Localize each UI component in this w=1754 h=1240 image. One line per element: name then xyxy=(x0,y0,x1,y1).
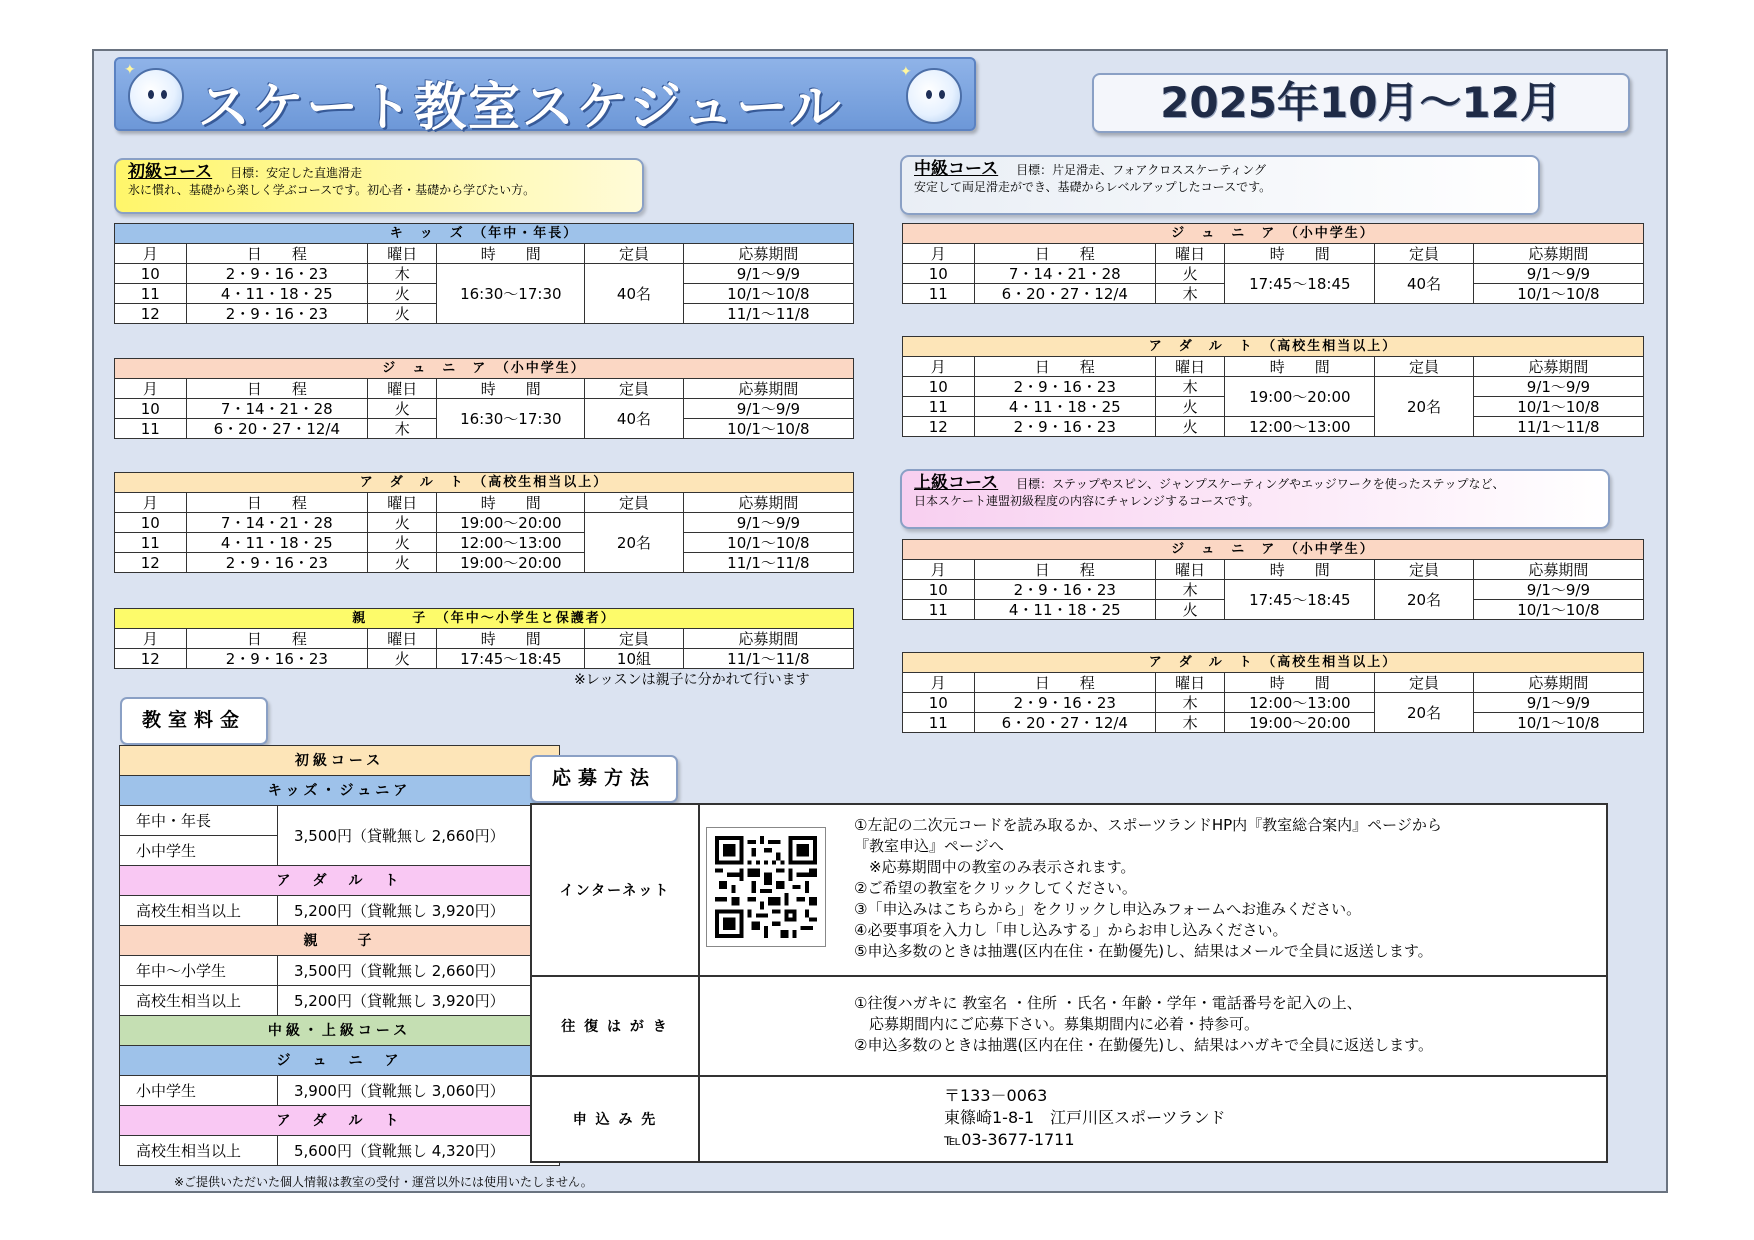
table-row xyxy=(903,713,1644,733)
postcard-instructions xyxy=(700,977,1606,1056)
day-cell: 火 xyxy=(368,553,437,573)
month-cell: 11 xyxy=(903,284,975,304)
day-cell: 木 xyxy=(1155,693,1224,713)
col-header: 曜日 xyxy=(368,629,437,649)
col-header: 時 間 xyxy=(437,493,585,513)
col-header: 定員 xyxy=(1375,673,1473,693)
dates-cell: 2・9・16・23 xyxy=(974,417,1155,437)
col-header: 日 程 xyxy=(974,673,1155,693)
privacy-note: ※ご提供いただいた個人情報は教室の受付・運営以外には使用いたしません。 xyxy=(174,1175,593,1189)
period-cell: 10/1～10/8 xyxy=(683,533,853,553)
fee-label: 年中～小学生 xyxy=(120,956,278,986)
month-cell: 10 xyxy=(903,264,975,284)
table-row xyxy=(903,417,1644,437)
beginner-kids-table xyxy=(114,223,854,324)
advanced-course-name: 上級コース xyxy=(914,473,999,493)
table-row xyxy=(120,1076,560,1106)
period-cell: 10/1～10/8 xyxy=(1473,600,1643,620)
col-header: 応募期間 xyxy=(1473,244,1643,264)
col-header: 月 xyxy=(903,357,975,377)
col-header: 曜日 xyxy=(1155,244,1224,264)
capacity-cell: 10組 xyxy=(585,649,684,669)
col-header: 応募期間 xyxy=(683,493,853,513)
col-header: 月 xyxy=(903,673,975,693)
table-row xyxy=(115,649,854,669)
intermediate-junior-table xyxy=(902,223,1644,304)
col-header: 日 程 xyxy=(186,629,367,649)
col-header: 時 間 xyxy=(1225,244,1375,264)
col-header: 定員 xyxy=(585,493,684,513)
table-title: キ ッ ズ （年中・年長） xyxy=(115,224,854,244)
col-header: 時 間 xyxy=(437,629,585,649)
day-cell: 木 xyxy=(1155,284,1224,304)
fee-price: 5,200円（貸靴無し 3,920円） xyxy=(278,986,560,1016)
capacity-cell: 20名 xyxy=(1375,580,1473,620)
instruction-line: ①往復ハガキに 教室名 ・住所 ・氏名・年齢・学年・電話番号を記入の上、 xyxy=(854,994,1362,1012)
dates-cell: 2・9・16・23 xyxy=(186,304,367,324)
time-cell: 17:45～18:45 xyxy=(437,649,585,669)
col-header: 定員 xyxy=(1375,244,1473,264)
fee-ma-junior-title: ジ ュ ニ ア xyxy=(120,1046,560,1076)
time-cell: 19:00～20:00 xyxy=(1225,377,1375,417)
day-cell: 木 xyxy=(1155,377,1224,397)
table-title: ア ダ ル ト （高校生相当以上） xyxy=(903,653,1644,673)
col-header: 時 間 xyxy=(437,244,585,264)
beginner-goal: 目標：安定した直進滑走 xyxy=(230,166,363,180)
day-cell: 木 xyxy=(1155,713,1224,733)
instruction-line: ※応募期間中の教室のみ表示されます。 xyxy=(854,858,1136,876)
day-cell: 火 xyxy=(368,284,437,304)
month-cell: 10 xyxy=(903,693,975,713)
period-cell: 11/1～11/8 xyxy=(683,304,853,324)
col-header: 月 xyxy=(115,629,187,649)
time-cell: 12:00～13:00 xyxy=(1225,417,1375,437)
table-row xyxy=(115,533,854,553)
table-row xyxy=(120,986,560,1016)
instruction-line: 『教室申込』ページへ xyxy=(854,837,1004,855)
month-cell: 10 xyxy=(115,399,187,419)
postcard-label: 往 復 は が き xyxy=(531,976,699,1076)
dates-cell: 4・11・18・25 xyxy=(974,397,1155,417)
parent-lesson-note: ※レッスンは親子に分かれて行います xyxy=(574,672,810,688)
col-header: 応募期間 xyxy=(683,379,853,399)
table-row xyxy=(531,1076,1607,1162)
month-cell: 12 xyxy=(115,649,187,669)
dates-cell: 2・9・16・23 xyxy=(974,693,1155,713)
col-header: 定員 xyxy=(585,379,684,399)
col-header: 日 程 xyxy=(974,244,1155,264)
col-header: 応募期間 xyxy=(1473,357,1643,377)
col-header: 日 程 xyxy=(186,379,367,399)
period-cell: 9/1～9/9 xyxy=(1473,264,1643,284)
dates-cell: 2・9・16・23 xyxy=(186,264,367,284)
period-cell: 11/1～11/8 xyxy=(683,553,853,573)
mascot-left-icon: ✦ xyxy=(128,68,184,124)
dates-cell: 7・14・21・28 xyxy=(186,399,367,419)
day-cell: 火 xyxy=(1155,417,1224,437)
col-header: 曜日 xyxy=(1155,357,1224,377)
col-header: 曜日 xyxy=(368,379,437,399)
col-header: 日 程 xyxy=(974,357,1155,377)
flyer-page xyxy=(92,49,1668,1193)
table-row xyxy=(903,580,1644,600)
period-cell: 9/1～9/9 xyxy=(1473,580,1643,600)
fee-price: 3,900円（貸靴無し 3,060円） xyxy=(278,1076,560,1106)
col-header: 月 xyxy=(903,560,975,580)
advanced-adult-table xyxy=(902,652,1644,733)
fee-table xyxy=(119,745,560,1166)
col-header: 月 xyxy=(115,244,187,264)
internet-cell xyxy=(699,804,1607,976)
table-row xyxy=(115,264,854,284)
table-row xyxy=(531,976,1607,1076)
col-header: 時 間 xyxy=(1225,357,1375,377)
advanced-course-callout xyxy=(900,469,1610,529)
table-title: 親 子 （年中～小学生と保護者） xyxy=(115,609,854,629)
instruction-line: ②申込多数のときは抽選(区内在住・在勤優先)し、結果はハガキで全員に返送します。 xyxy=(854,1036,1433,1054)
address-line: 〒133－0063 xyxy=(944,1086,1048,1105)
day-cell: 火 xyxy=(368,649,437,669)
col-header: 曜日 xyxy=(368,493,437,513)
address-cell xyxy=(699,1076,1607,1162)
month-cell: 11 xyxy=(903,713,975,733)
beginner-adult-table xyxy=(114,472,854,573)
address-line: 東篠崎1-8-1 江戸川区スポーツランド xyxy=(944,1108,1226,1127)
address-block xyxy=(700,1077,1606,1151)
month-cell: 12 xyxy=(115,553,187,573)
capacity-cell: 20名 xyxy=(1375,693,1473,733)
col-header: 応募期間 xyxy=(1473,560,1643,580)
internet-instructions xyxy=(700,805,1606,962)
schedule-period: 2025年10月～12月 xyxy=(1092,73,1630,133)
day-cell: 火 xyxy=(1155,397,1224,417)
fee-mid-adv-title: 中級・上級コース xyxy=(120,1016,560,1046)
fee-label: 年中・年長 xyxy=(120,806,278,836)
time-cell: 19:00～20:00 xyxy=(437,513,585,533)
col-header: 日 程 xyxy=(186,244,367,264)
mascot-right-icon: ✦ xyxy=(906,68,962,124)
table-title: ア ダ ル ト （高校生相当以上） xyxy=(115,473,854,493)
month-cell: 11 xyxy=(903,600,975,620)
period-cell: 10/1～10/8 xyxy=(1473,284,1643,304)
dates-cell: 7・14・21・28 xyxy=(186,513,367,533)
day-cell: 木 xyxy=(368,264,437,284)
table-title: ア ダ ル ト （高校生相当以上） xyxy=(903,337,1644,357)
period-cell: 11/1～11/8 xyxy=(1473,417,1643,437)
month-cell: 12 xyxy=(903,417,975,437)
capacity-cell: 20名 xyxy=(585,513,684,573)
fee-adult-title: ア ダ ル ト xyxy=(120,866,560,896)
dates-cell: 2・9・16・23 xyxy=(186,649,367,669)
table-title: ジ ュ ニ ア （小中学生） xyxy=(115,359,854,379)
fee-price: 5,600円（貸靴無し 4,320円） xyxy=(278,1136,560,1166)
intermediate-goal: 目標：片足滑走、フォアクロススケーティング xyxy=(1016,163,1266,177)
dates-cell: 2・9・16・23 xyxy=(974,580,1155,600)
dates-cell: 2・9・16・23 xyxy=(974,377,1155,397)
fee-price: 3,500円（貸靴無し 2,660円） xyxy=(278,956,560,986)
table-row xyxy=(903,693,1644,713)
fee-price: 5,200円（貸靴無し 3,920円） xyxy=(278,896,560,926)
dates-cell: 2・9・16・23 xyxy=(186,553,367,573)
apply-table xyxy=(530,803,1608,1163)
instruction-line: ①左記の二次元コードを読み取るか、スポーツランドHP内『教室総合案内』ページから xyxy=(854,816,1442,834)
table-row xyxy=(903,264,1644,284)
fee-beginner-title: 初級コース xyxy=(120,746,560,776)
col-header: 曜日 xyxy=(368,244,437,264)
title-banner xyxy=(114,57,976,138)
dates-cell: 4・11・18・25 xyxy=(186,284,367,304)
table-row xyxy=(115,399,854,419)
table-title: ジ ュ ニ ア （小中学生） xyxy=(903,224,1644,244)
col-header: 定員 xyxy=(585,629,684,649)
advanced-desc: 日本スケート連盟初級程度の内容にチャレンジするコースです。 xyxy=(914,494,1260,508)
instruction-line: 応募期間内にご応募下さい。募集期間内に必着・持参可。 xyxy=(854,1015,1260,1033)
table-row xyxy=(903,377,1644,397)
col-header: 日 程 xyxy=(186,493,367,513)
capacity-cell: 40名 xyxy=(585,264,684,324)
month-cell: 10 xyxy=(903,377,975,397)
capacity-cell: 40名 xyxy=(1375,264,1473,304)
time-cell: 17:45～18:45 xyxy=(1225,580,1375,620)
table-title: ジ ュ ニ ア （小中学生） xyxy=(903,540,1644,560)
day-cell: 木 xyxy=(368,419,437,439)
col-header: 月 xyxy=(115,493,187,513)
month-cell: 10 xyxy=(903,580,975,600)
instruction-line: ⑤申込多数のときは抽選(区内在住・在勤優先)し、結果はメールで全員に返送します。 xyxy=(854,942,1433,960)
table-row xyxy=(120,1136,560,1166)
month-cell: 11 xyxy=(115,284,187,304)
month-cell: 12 xyxy=(115,304,187,324)
capacity-cell: 20名 xyxy=(1375,377,1473,437)
table-row xyxy=(120,896,560,926)
month-cell: 10 xyxy=(115,264,187,284)
dates-cell: 4・11・18・25 xyxy=(974,600,1155,620)
dates-cell: 6・20・27・12/4 xyxy=(186,419,367,439)
qr-code-icon[interactable] xyxy=(706,827,826,947)
fee-price: 3,500円（貸靴無し 2,660円） xyxy=(278,806,560,866)
col-header: 月 xyxy=(903,244,975,264)
period-cell: 9/1～9/9 xyxy=(683,513,853,533)
month-cell: 10 xyxy=(115,513,187,533)
day-cell: 火 xyxy=(368,304,437,324)
table-row xyxy=(120,956,560,986)
period-cell: 9/1～9/9 xyxy=(683,264,853,284)
day-cell: 火 xyxy=(1155,264,1224,284)
day-cell: 火 xyxy=(368,399,437,419)
col-header: 応募期間 xyxy=(683,629,853,649)
time-cell: 19:00～20:00 xyxy=(1225,713,1375,733)
time-cell: 19:00～20:00 xyxy=(437,553,585,573)
period-cell: 10/1～10/8 xyxy=(1473,713,1643,733)
fee-label: 小中学生 xyxy=(120,1076,278,1106)
advanced-junior-table xyxy=(902,539,1644,620)
apply-heading: 応募方法 xyxy=(530,755,678,803)
internet-label: インターネット xyxy=(531,804,699,976)
intermediate-desc: 安定して両足滑走ができ、基礎からレベルアップしたコースです。 xyxy=(914,180,1272,194)
period-cell: 9/1～9/9 xyxy=(1473,693,1643,713)
dates-cell: 4・11・18・25 xyxy=(186,533,367,553)
col-header: 応募期間 xyxy=(1473,673,1643,693)
intermediate-adult-table xyxy=(902,336,1644,437)
day-cell: 火 xyxy=(368,533,437,553)
time-cell: 17:45～18:45 xyxy=(1225,264,1375,304)
intermediate-course-callout xyxy=(900,155,1540,215)
col-header: 曜日 xyxy=(1155,673,1224,693)
table-row xyxy=(115,513,854,533)
period-cell: 10/1～10/8 xyxy=(683,419,853,439)
fee-label: 小中学生 xyxy=(120,836,278,866)
table-row xyxy=(531,804,1607,976)
instruction-line: ④必要事項を入力し「申し込みする」からお申し込みください。 xyxy=(854,921,1288,939)
col-header: 時 間 xyxy=(437,379,585,399)
beginner-desc: 氷に慣れ、基礎から楽しく学ぶコースです。初心者・基礎から学びたい方。 xyxy=(128,183,536,197)
beginner-course-name: 初級コース xyxy=(128,162,213,182)
table-row xyxy=(115,553,854,573)
period-cell: 11/1～11/8 xyxy=(683,649,853,669)
col-header: 時 間 xyxy=(1225,560,1375,580)
fee-parent-title: 親 子 xyxy=(120,926,560,956)
time-cell: 16:30～17:30 xyxy=(437,399,585,439)
dates-cell: 6・20・27・12/4 xyxy=(974,713,1155,733)
dates-cell: 7・14・21・28 xyxy=(974,264,1155,284)
day-cell: 木 xyxy=(1155,580,1224,600)
fee-heading: 教室料金 xyxy=(120,697,268,745)
beginner-course-callout xyxy=(114,158,644,214)
beginner-parent-table xyxy=(114,608,854,669)
day-cell: 火 xyxy=(368,513,437,533)
period-cell: 9/1～9/9 xyxy=(683,399,853,419)
period-cell: 9/1～9/9 xyxy=(1473,377,1643,397)
fee-label: 高校生相当以上 xyxy=(120,986,278,1016)
fee-label: 高校生相当以上 xyxy=(120,896,278,926)
col-header: 月 xyxy=(115,379,187,399)
instruction-line: ③「申込みはこちらから」をクリックし申込みフォームへお進みください。 xyxy=(854,900,1362,918)
intermediate-course-name: 中級コース xyxy=(914,159,999,179)
month-cell: 11 xyxy=(903,397,975,417)
instruction-line: ②ご希望の教室をクリックしてください。 xyxy=(854,879,1137,897)
col-header: 応募期間 xyxy=(683,244,853,264)
month-cell: 11 xyxy=(115,419,187,439)
dates-cell: 6・20・27・12/4 xyxy=(974,284,1155,304)
advanced-goal: 目標：ステップやスピン、ジャンプスケーティングやエッジワークを使ったステップなど、 xyxy=(1016,477,1505,491)
address-line: ℡03-3677-1711 xyxy=(944,1130,1075,1149)
capacity-cell: 40名 xyxy=(585,399,684,439)
col-header: 時 間 xyxy=(1225,673,1375,693)
address-label: 申 込 み 先 xyxy=(531,1076,699,1162)
fee-ma-adult-title: ア ダ ル ト xyxy=(120,1106,560,1136)
postcard-cell xyxy=(699,976,1607,1076)
table-row xyxy=(120,806,560,836)
time-cell: 12:00～13:00 xyxy=(437,533,585,553)
time-cell: 16:30～17:30 xyxy=(437,264,585,324)
col-header: 定員 xyxy=(1375,560,1473,580)
fee-label: 高校生相当以上 xyxy=(120,1136,278,1166)
fee-kids-junior-title: キッズ・ジュニア xyxy=(120,776,560,806)
beginner-junior-table xyxy=(114,358,854,439)
period-cell: 10/1～10/8 xyxy=(683,284,853,304)
col-header: 日 程 xyxy=(974,560,1155,580)
time-cell: 12:00～13:00 xyxy=(1225,693,1375,713)
col-header: 定員 xyxy=(1375,357,1473,377)
day-cell: 火 xyxy=(1155,600,1224,620)
period-cell: 10/1～10/8 xyxy=(1473,397,1643,417)
page-title: スケート教室スケジュール xyxy=(198,78,843,138)
month-cell: 11 xyxy=(115,533,187,553)
col-header: 曜日 xyxy=(1155,560,1224,580)
col-header: 定員 xyxy=(585,244,684,264)
